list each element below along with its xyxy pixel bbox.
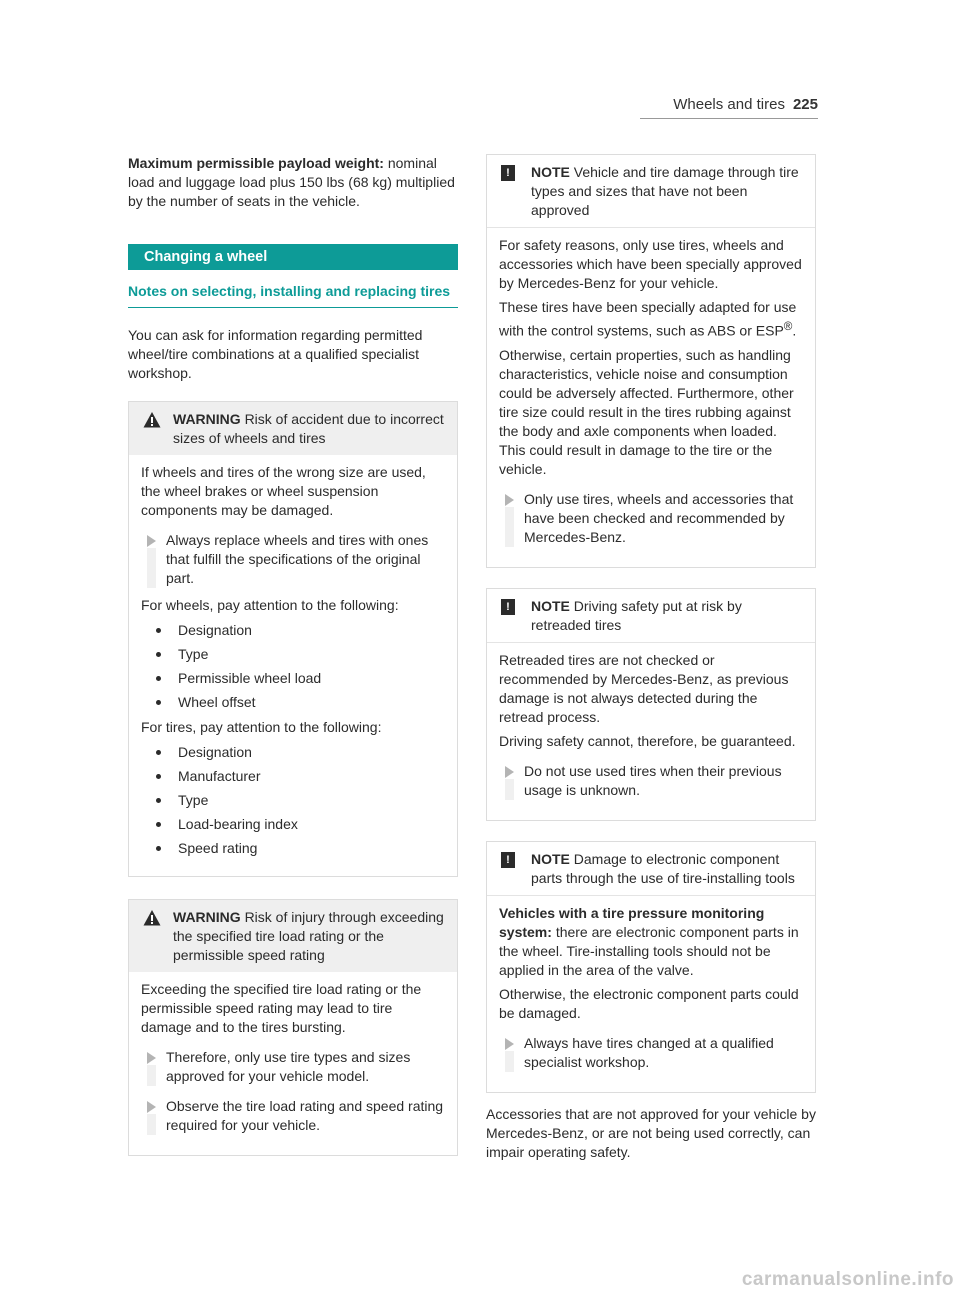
note-text: Otherwise, certain properties, such as handling characteristics, vehicle noise and consumption could be adversely affected. Furthermore, other tire size could result in the tires rubbing against the body and axle components when loaded. This could result in damage to the tire or the vehicle. <box>499 346 794 477</box>
note-label: NOTE <box>531 597 570 614</box>
note-box-vehicle-damage <box>486 154 816 568</box>
tpms-text: there are electronic component parts in the wheel. Tire-installing tools should not be applied in the area of the valve. <box>499 923 799 978</box>
warning-box-incorrect-sizes <box>128 401 458 877</box>
step-text: Observe the tire load rating and speed rating required for your vehicle. <box>166 1098 444 1133</box>
note-label: NOTE <box>531 164 570 180</box>
step-arrow-icon <box>505 766 514 778</box>
list-item: Manufacturer <box>155 767 445 786</box>
warning-triangle-icon <box>143 411 161 429</box>
step-bar <box>505 779 514 800</box>
step-text: Always have tires changed at a qualified specialist workshop. <box>524 1034 774 1070</box>
note-box-retreaded-tires <box>486 588 816 821</box>
warning-body <box>129 455 457 876</box>
warning-title: Risk of accident due to incorrect sizes of wheels and tires <box>173 411 444 446</box>
step-bar <box>147 1114 156 1135</box>
note-text: For safety reasons, only use tires, wheels and accessories which have been specially approved by Mercedes-Benz for your vehicle. <box>499 237 802 291</box>
exclamation-note-icon: ! <box>501 852 515 868</box>
warning-text: Exceeding the specified tire load rating or the permissible speed rating may lead to tire damage and to the tires bursting. <box>141 981 422 1035</box>
warning-text: If wheels and tires of the wrong size are used, the wheel brakes or wheel suspension components may be damaged. <box>141 464 426 518</box>
section-title: Changing a wheel <box>128 244 458 270</box>
warning-body <box>129 972 457 1155</box>
note-title: Vehicle and tire damage through tire types and sizes that have not been approved <box>531 164 799 218</box>
step-instruction <box>141 531 445 588</box>
note-header <box>487 842 815 896</box>
exclamation-note-icon: ! <box>501 599 515 615</box>
note-text-part: . <box>792 322 797 339</box>
note-text: Otherwise, the electronic component parts could be damaged. <box>499 985 799 1021</box>
exclamation-note-icon: ! <box>501 165 515 181</box>
right-column <box>486 154 816 1162</box>
intro-paragraph: You can ask for information regarding permitted wheel/tire combinations at a qualified specialist workshop. <box>128 327 423 381</box>
tires-intro: For tires, pay attention to the following: <box>141 719 382 735</box>
registered-mark: ® <box>783 320 793 333</box>
step-arrow-icon <box>505 1038 514 1050</box>
warning-label: WARNING <box>173 411 241 427</box>
warning-triangle-icon <box>143 909 161 927</box>
warning-title: Risk of injury through exceeding the specified tire load rating or the permissible speed rating <box>173 909 444 963</box>
step-bar <box>147 548 156 588</box>
step-instruction <box>141 1048 445 1086</box>
list-item: Load-bearing index <box>155 815 445 834</box>
note-header <box>487 155 815 228</box>
note-text-part: These tires have been specially adapted for use with the control systems, such as ABS or ESP <box>499 299 797 339</box>
closing-paragraph: Accessories that are not approved for your vehicle by Mercedes-Benz, or are not being used correctly, can impair operating safety. <box>486 1105 816 1160</box>
note-body <box>487 228 815 567</box>
list-item: Type <box>155 645 445 664</box>
list-item: Speed rating <box>155 839 445 858</box>
header-section-title: Wheels and tires <box>673 96 785 113</box>
wheels-list <box>155 621 445 712</box>
step-arrow-icon <box>505 494 514 506</box>
warning-box-load-rating <box>128 899 458 1156</box>
subsection-title: Notes on selecting, installing and replacing tires <box>128 281 458 308</box>
note-text: Driving safety cannot, therefore, be guaranteed. <box>499 732 796 749</box>
step-instruction <box>499 1034 803 1072</box>
step-instruction <box>141 1097 445 1135</box>
wheels-intro: For wheels, pay attention to the following: <box>141 597 399 613</box>
list-item: Wheel offset <box>155 693 445 712</box>
step-instruction <box>499 762 803 800</box>
note-label: NOTE <box>531 850 570 867</box>
header-rule <box>640 118 818 119</box>
step-arrow-icon <box>147 1052 156 1064</box>
step-bar <box>505 1051 514 1072</box>
running-header <box>640 95 818 114</box>
step-arrow-icon <box>147 1101 156 1113</box>
note-header <box>487 589 815 643</box>
step-text: Therefore, only use tire types and sizes approved for your vehicle model. <box>166 1049 411 1084</box>
note-title: Damage to electronic component parts through the use of tire-installing tools <box>531 850 795 886</box>
warning-header <box>129 402 457 455</box>
step-bar <box>505 507 514 547</box>
note-text: Retreaded tires are not checked or recommended by Mercedes-Benz, as previous damage is not always detected during the retread process. <box>499 651 789 725</box>
note-box-electronic-components <box>486 841 816 1093</box>
payload-paragraph <box>128 154 458 211</box>
left-column <box>128 154 458 1156</box>
step-arrow-icon <box>147 535 156 547</box>
payload-text: nominal load and luggage load plus 150 lbs (68 kg) multiplied by the number of seats in the vehicle. <box>128 155 455 209</box>
note-text-control-systems <box>499 298 803 341</box>
list-item: Type <box>155 791 445 810</box>
warning-label: WARNING <box>173 909 241 925</box>
page-number: 225 <box>792 96 818 113</box>
list-item: Designation <box>155 743 445 762</box>
step-text: Always replace wheels and tires with ones that fulfill the specifications of the original part. <box>166 532 429 586</box>
note-title: Driving safety put at risk by retreaded tires <box>531 597 742 633</box>
tpms-term: Vehicles with a tire pressure monitoring system: <box>499 904 765 940</box>
note-body <box>487 896 815 1092</box>
list-item: Designation <box>155 621 445 640</box>
payload-term: Maximum permissible payload weight: <box>128 155 384 171</box>
list-item: Permissible wheel load <box>155 669 445 688</box>
note-body <box>487 643 815 820</box>
tires-list <box>155 743 445 858</box>
step-instruction <box>499 490 803 547</box>
watermark: carmanualsonline.info <box>741 1269 954 1290</box>
step-bar <box>147 1065 156 1086</box>
warning-header <box>129 900 457 972</box>
step-text: Only use tires, wheels and accessories that have been checked and recommended by Mercedes-Benz. <box>524 490 794 545</box>
step-text: Do not use used tires when their previous usage is unknown. <box>524 762 782 798</box>
note-text-tpms <box>499 904 803 980</box>
